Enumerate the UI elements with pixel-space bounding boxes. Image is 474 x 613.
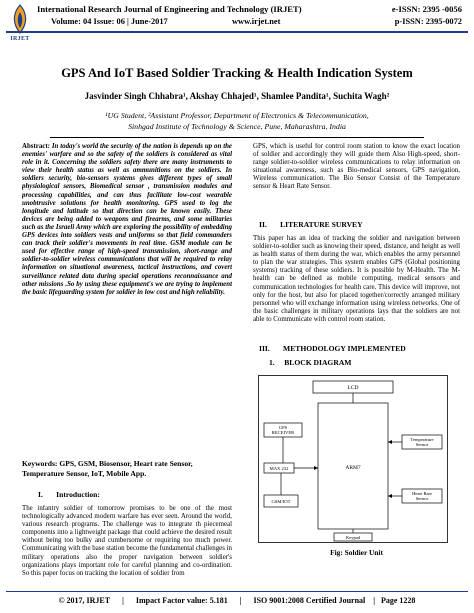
journal-website-link[interactable]: www.irjet.net: [232, 17, 281, 26]
figure-caption: Fig: Soldier Unit: [330, 548, 383, 557]
gps-label-line-2: RECEIVER: [271, 430, 295, 435]
literature-survey-text: This paper has an idea of tracking the soldier and navigation between soldier-to-soldier such as knowing their speed, distance, and height as well as health status of them during the war, which enables the army personnel to plan the war strategies. This system enables GPS (Global positioning systems) tracking of these soldiers. It is possible by M-Health. The M-health can be defined as mobile computing, medical sensors and communication technologies for health care. This device will improve, not only for the host, but also for placed together/correctly arranged military personnel who will exchange information using wireless networks. One of the basic challenges in military operations lays that the soldiers are not able to Communicate with control room station.: [253, 235, 460, 323]
subsection-heading-block-diagram: 1. BLOCK DIAGRAM: [269, 358, 352, 367]
section-heading-literature-survey: II. LITERATURE SURVEY: [259, 220, 363, 229]
page-header: [0, 0, 474, 44]
abstract-label: Abstract:: [22, 143, 50, 150]
paper-title: GPS And IoT Based Soldier Tracking & Health Indication System: [61, 66, 413, 80]
heart-rate-sensor-label-line-1: Heart Rate: [412, 491, 432, 496]
irjet-logo-icon: [8, 3, 32, 39]
abstract-text: In today's world the security of the nation is depends up on the enemies' warfare and so the safety of the soldiers is considered as vital role in it. Concerning the soldiers safety there are many instruments to view their health status as well as ammunitions on the soldiers. In soldiers security, bio-sensors systems gives different types of small physiological sensors, Biomedical sensor , transmission modules and processing capabilities, and can thus facilitate low-cost wearable unobtrusive solutions for health monitoring. GPS used to log the longitude and latitude so that direction can be known easily. These devices are being added to weapons and firearms, and some militaries such as the Israeli Army which are exploring the possibility of embedding GPS devices into soldiers vests and uniforms so that field commanders can track their soldier's movements in real time. GSM module can be used for effective range of high-speed transmission, short-range and soldier-to-soldier wireless communications that will be required to relay information on situational awareness, tactical instructions, and covert surveillance related data during special operations reconnaissance and other missions .So by using these equipment's we are trying to implement the basic lifeguarding system for soldier in low cost and high reliability.: [22, 143, 232, 296]
section-heading-introduction: I. Introduction:: [38, 490, 100, 499]
gps-label-line-1: GPS: [278, 425, 288, 430]
lcd-label: LCD: [347, 385, 359, 391]
temperature-sensor-label-line-2: Sensor: [415, 442, 429, 447]
gsm-label: GSM/IOT: [271, 499, 291, 504]
paper-authors: Jasvinder Singh Chhabra¹, Akshay Chhajed¹, Shamlee Pandita¹, Suchita Wagh²: [84, 91, 390, 101]
header-divider: [6, 31, 468, 33]
temperature-sensor-label-line-1: Temperature: [410, 437, 434, 442]
logo-text: IRJET: [10, 36, 30, 42]
introduction-text: The infantry soldier of tomorrow promises to be one of the most technologically advanced modern warfare has ever seen. Around the world, various research programs. The challenge was to integrate th piecemeal components into a lightweight package that could achieve the desired result without being too bulky and cumbersome or requiring too much power. Communicating with the base station become the fundamental challenges in military operations also the proper navigation between soldier's organizations plays important role for careful planning and co-ordination. So this paper focus on tracking the location of soldier from: [22, 505, 232, 577]
p-issn: p-ISSN: 2395-0072: [394, 17, 462, 26]
e-issn: e-ISSN: 2395 -0056: [391, 4, 462, 14]
arm7-label: ARM7: [345, 465, 361, 471]
volume-issue: Volume: 04 Issue: 06 | June-2017: [51, 17, 168, 26]
section-heading-methodology: III. METHODOLOGY IMPLEMENTED: [259, 344, 406, 353]
footer-divider: [6, 591, 468, 592]
right-column-intro-continued: GPS, which is useful for control room station to know the exact location of soldier and accordingly they will guide them Also High-speed, short-range soldier-to-soldier wireless communications to relay information on situational awareness, such as Bio-medical sensors, GPS navigation, Wireless communication. The Bio Sensor Consist of the Temperature sensor & Heart Rate Sensor.: [253, 143, 460, 191]
keywords: Keywords: GPS, GSM, Biosensor, Heart rate Sensor, Temperature Sensor, IoT, Mobile App.: [22, 459, 193, 478]
page-footer: [0, 591, 474, 613]
heart-rate-sensor-label-line-2: Sensor: [415, 496, 429, 501]
max232-label: MAX 232: [269, 466, 289, 471]
abstract: [22, 143, 232, 443]
block-diagram: [258, 375, 448, 543]
affiliation-line-2: Sinhgad Institute of Technology & Science, Pune, Maharashtra, India: [128, 122, 346, 131]
affiliation-line-1: ¹UG Student, ²Assistant Professor, Department of Electronics & Telecommunication,: [105, 111, 369, 120]
keypad-label: Keypad: [345, 535, 361, 540]
affiliation-divider: [50, 137, 424, 138]
footer-text: © 2017, IRJET | Impact Factor value: 5.181 | ISO 9001:2008 Certified Journal | Page 1228: [58, 596, 416, 605]
journal-name: International Research Journal of Engineering and Technology (IRJET): [37, 4, 302, 14]
